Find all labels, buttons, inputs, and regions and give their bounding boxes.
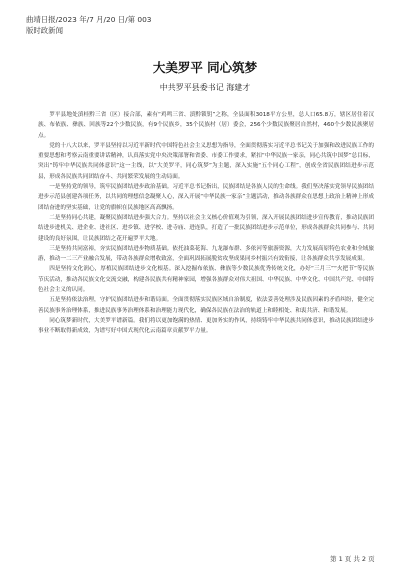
masthead-line-2: 版时政新闻 <box>26 26 63 35</box>
paragraph: 三是坚持共同富裕，夯实民族团结进步物质基础。依托油菜花海、九龙瀑布群、多依河等旅游资源，大力发展高原特色农业和全域旅游，推动一二三产业融合发展，带动各族群众增收致富，全面巩固拓展脱贫攻坚成果同乡村振兴有效衔接，让各族群众共享发展成果。 <box>38 245 374 263</box>
paragraph: 同心筑梦新时代，大美罗平谱新篇。我们将以更加饱满的热情、更加务实的作风，持续铸牢中华民族共同体意识，推动民族团结进步事业不断取得新成效，为谱写好中国式现代化云南篇章贡献罗平力量。 <box>38 317 374 335</box>
paragraph: 四是坚持文化润心，厚植民族团结进步文化根基。深入挖掘布依族、彝族等少数民族优秀传统文化，办好“三月三”“火把节”等民族节庆活动，推动各民族文化交流交融，构建各民族共有精神家园，增强各族群众对伟大祖国、中华民族、中华文化、中国共产党、中国特色社会主义的认同。 <box>38 266 374 294</box>
masthead <box>26 14 152 36</box>
paragraph: 五是坚持依法治理，守护民族团结进步和谐局面。全面贯彻落实民族区域自治制度，依法妥善处理涉及民族因素的矛盾纠纷，健全完善民族事务治理体系，推进民族事务治理体系和治理能力现代化，确保各民族在法治的轨道上和睦相处、和衷共济、和谐发展。 <box>38 297 374 314</box>
article-title: 大美罗平 同心筑梦 <box>152 60 258 75</box>
paragraph: 党的十八大以来，罗平县坚持以习近平新时代中国特色社会主义思想为指导，全面贯彻落实习近平总书记关于加强和改进民族工作的重要思想和考察云南重要讲话精神，认真落实党中央决策部署和省委、市委工作要求，紧扣“中华民族一家亲，同心共筑中国梦”总目标，突出“铸牢中华民族共同体意识”这一主线，以“大美罗平，同心筑梦”为主题，深入实施“五个同心工程”，创成全省民族团结进步示范县，形成各民族共同团结奋斗、共同繁荣发展的生动局面。 <box>38 142 374 180</box>
article-byline: 中共罗平县委书记 海建才 <box>159 83 251 92</box>
paragraph: 二是坚持同心共建，凝聚民族团结进步强大合力。坚持以社会主义核心价值观为引领，深入开展民族团结进步宣传教育，推动民族团结进步进机关、进企业、进社区、进乡镇、进学校、进寺庙、进连队，打造了一批民族团结进步示范单位，形成各族群众共同参与、共同建设的良好氛围，让民族团结之花开遍罗平大地。 <box>38 214 374 242</box>
masthead-line-1: 曲靖日报/2023 年/7 月/20 日/第 003 <box>26 15 152 24</box>
page-indicator: 第 1 页 共 2 页 <box>330 555 375 563</box>
article-body <box>38 110 374 337</box>
paragraph: 一是坚持党的领导，筑牢民族团结进步政治基础。习近平总书记指出，民族团结是各族人民的生命线。我们坚决落实党领导民族团结进步示范县创建各项任务，以共同的理想信念凝聚人心，深入开展“中华民族一家亲”主题活动，推动各族群众在思想上政治上精神上形成团结奋进的坚实基础，让党的旗帜在民族地区高高飘扬。 <box>38 184 374 211</box>
paragraph: 罗平县地处滇桂黔三省（区）接合部，素有“鸡鸣三省、滇黔锁钥”之称，全县面积3018平方公里，总人口65.8万，辖区居住着汉族、布依族、彝族、回族等22个少数民族，有9个民族乡，35个民族村（居）委会，256个少数民族聚居自然村，460个少数民族聚居点。 <box>38 112 374 139</box>
